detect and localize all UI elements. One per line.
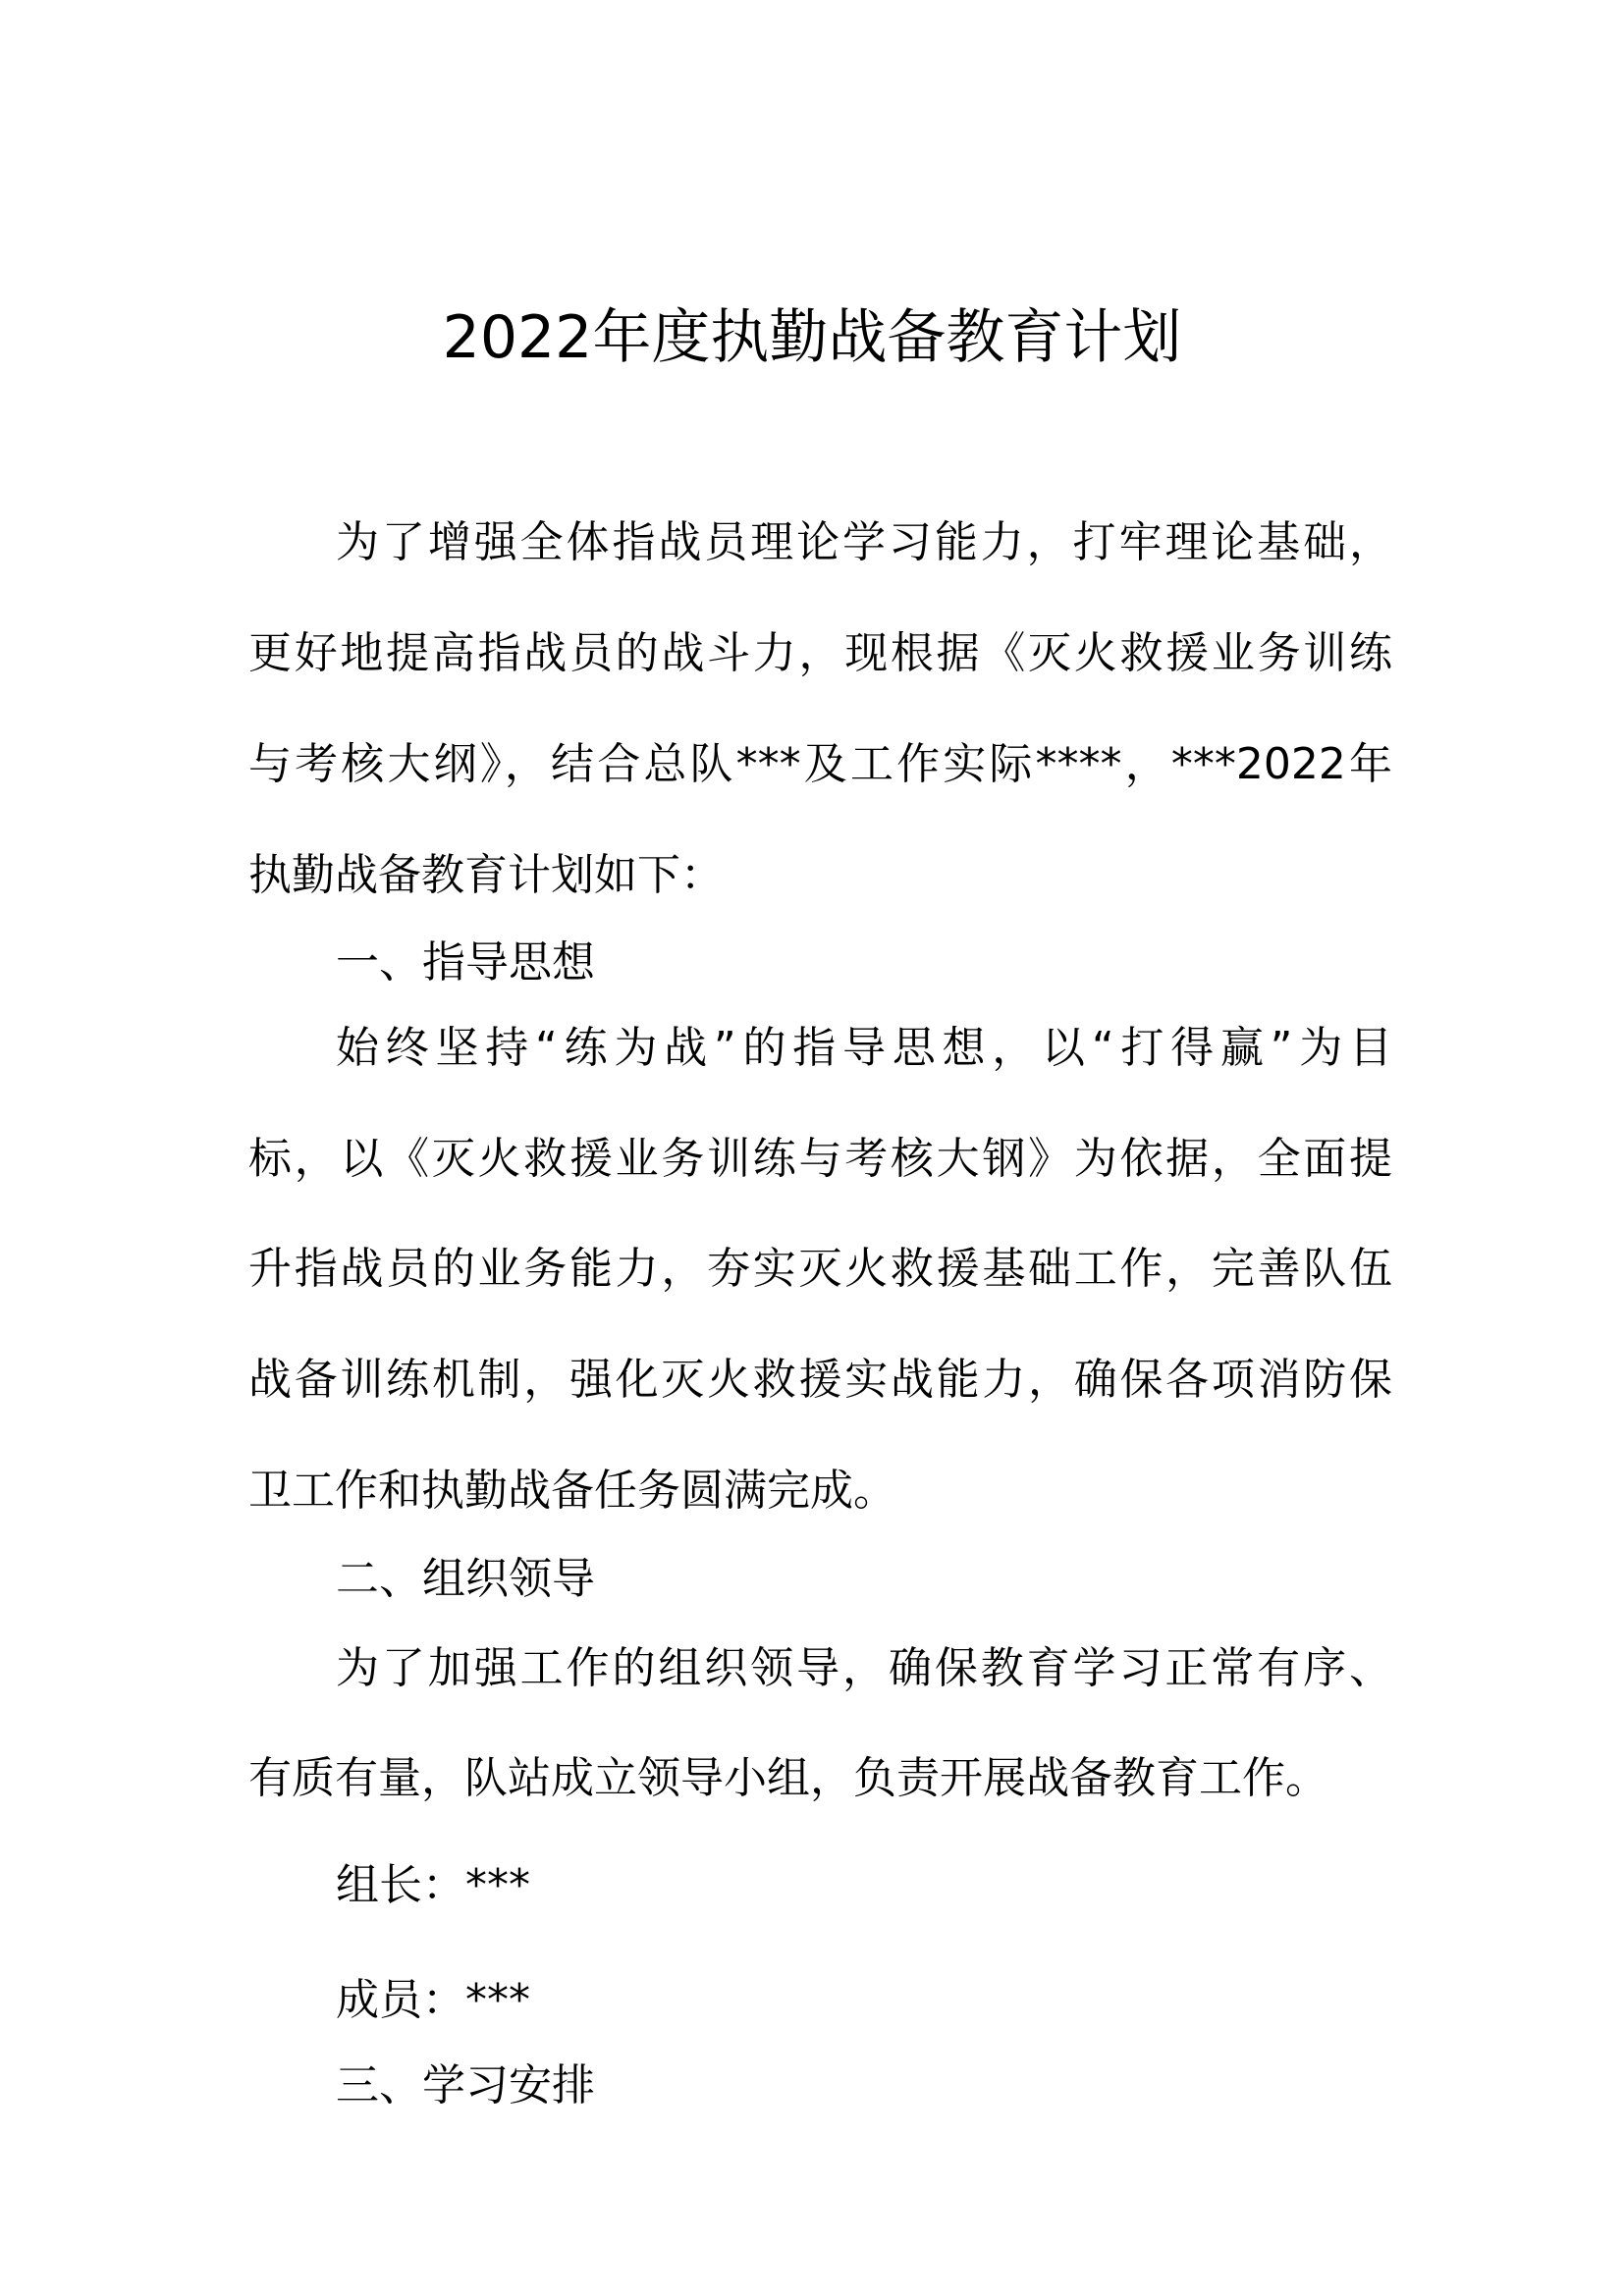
group-leader: 组长：*** [336, 1860, 530, 1910]
intro-line: 执勤战备教育计划如下： [248, 850, 724, 900]
section2-line: 为了加强工作的组织领导，确保教育学习正常有序、 [336, 1643, 1392, 1693]
section1-line: 始终坚持“练为战”的指导思想，以“打得赢”为目 [336, 1023, 1392, 1073]
section1-line: 卫工作和执勤战备任务圆满完成。 [248, 1466, 896, 1516]
section-heading-guiding-ideology: 一、指导思想 [336, 937, 595, 988]
document-title: 2022年度执勤战备教育计划 [442, 303, 1182, 372]
intro-line: 与考核大纲》，结合总队***及工作实际****，***2022年 [248, 739, 1392, 789]
section-heading-study-schedule: 三、学习安排 [336, 2060, 595, 2110]
intro-line: 为了增强全体指战员理论学习能力，打牢理论基础， [336, 517, 1392, 567]
section1-line: 升指战员的业务能力，夯实灭火救援基础工作，完善队伍 [248, 1244, 1392, 1294]
section1-line: 战备训练机制，强化灭火救援实战能力，确保各项消防保 [248, 1355, 1392, 1405]
group-members: 成员：*** [336, 1975, 530, 2025]
section2-line: 有质有量，队站成立领导小组，负责开展战备教育工作。 [248, 1753, 1328, 1803]
section-heading-organization: 二、组织领导 [336, 1554, 595, 1604]
section1-line: 标，以《灭火救援业务训练与考核大钢》为依据，全面提 [248, 1134, 1392, 1184]
intro-line: 更好地提高指战员的战斗力，现根据《灭火救援业务训练 [248, 628, 1392, 678]
